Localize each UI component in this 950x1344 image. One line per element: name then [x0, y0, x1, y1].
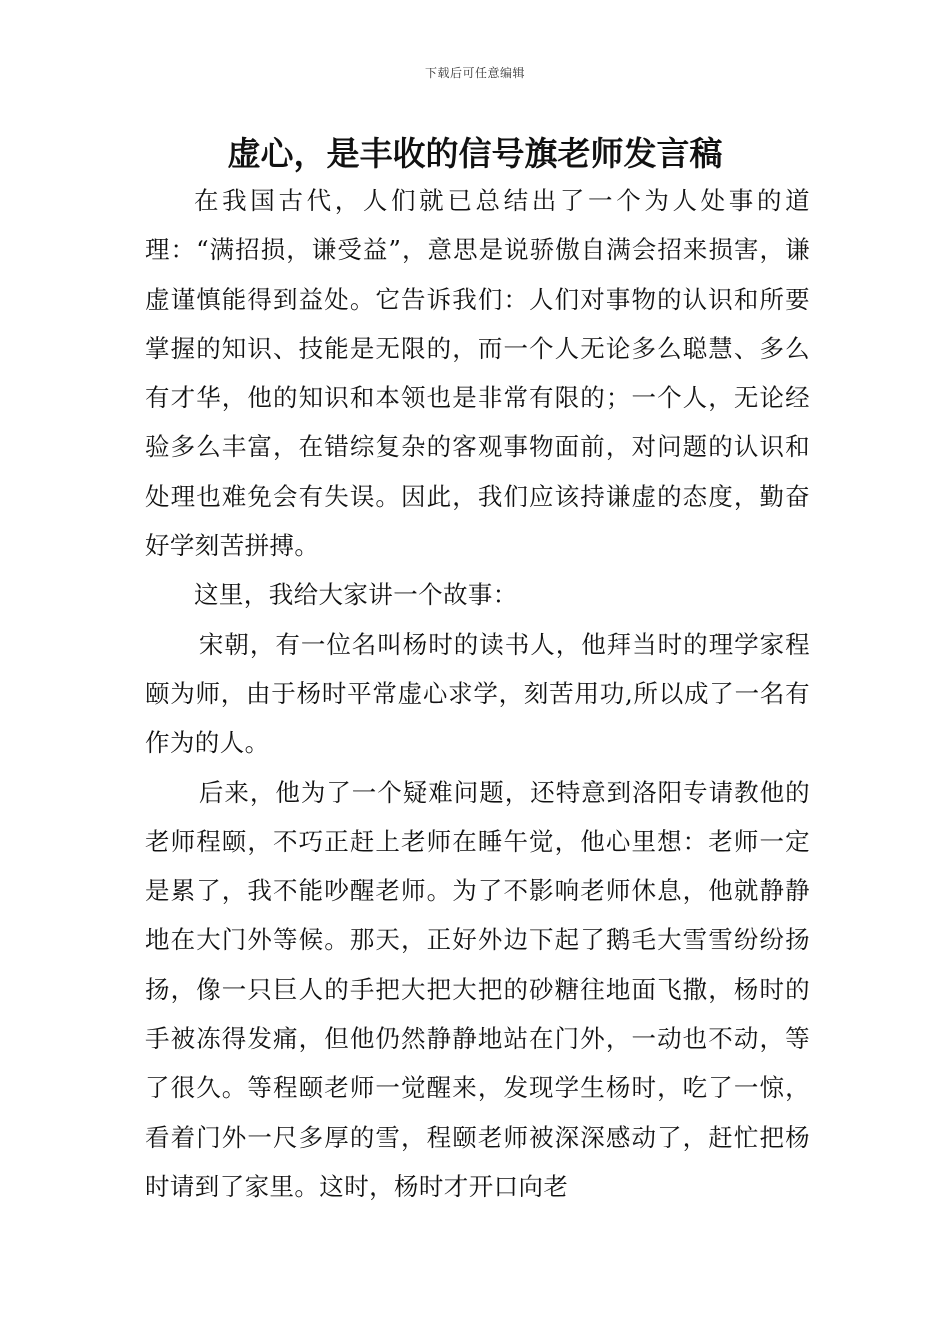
- document-title: 虚心，是丰收的信号旗老师发言稿: [227, 134, 723, 173]
- paragraph-snow-story: 后来，他为了一个疑难问题，还特意到洛阳专请教他的老师程颐，不巧正赶上老师在睡午觉，他心里想：老师一定是累了，我不能吵醒老师。为了不影响老师休息，他就静静地在大门外等候。那天，正好外边下起了鹅毛大雪雪纷纷扬扬，像一只巨人的手把大把大把的砂糖往地面飞撒，杨时的手被冻得发痛，但他仍然静静地站在门外，一动也不动，等了很久。等程颐老师一觉醒来，发现学生杨时，吃了一惊，看着门外一尺多厚的雪，程颐老师被深深感动了，赶忙把杨时请到了家里。这时，杨时才开口向老: [145, 777, 810, 1201]
- paragraph-intro: 在我国古代，人们就已总结出了一个为人处事的道理：“满招损，谦受益”，意思是说骄傲自满会招来损害，谦虚谨慎能得到益处。它告诉我们：人们对事物的认识和所要掌握的知识、技能是无限的，而一个人无论多么聪慧、多么有才华，他的知识和本领也是非常有限的；一个人，无论经验多么丰富，在错综复杂的客观事物面前，对问题的认识和处理也难免会有失误。因此，我们应该持谦虚的态度，勤奋好学刻苦拼搏。: [145, 186, 810, 561]
- page-header: 下载后可任意编辑: [424, 66, 525, 80]
- paragraph-story-lead: 这里，我给大家讲一个故事：: [194, 580, 518, 610]
- paragraph-yang-shi: 宋朝，有一位名叫杨时的读书人，他拜当时的理学家程颐为师，由于杨时平常虚心求学，刻苦用功,所以成了一名有作为的人。: [145, 629, 810, 758]
- document-body: [145, 176, 810, 1211]
